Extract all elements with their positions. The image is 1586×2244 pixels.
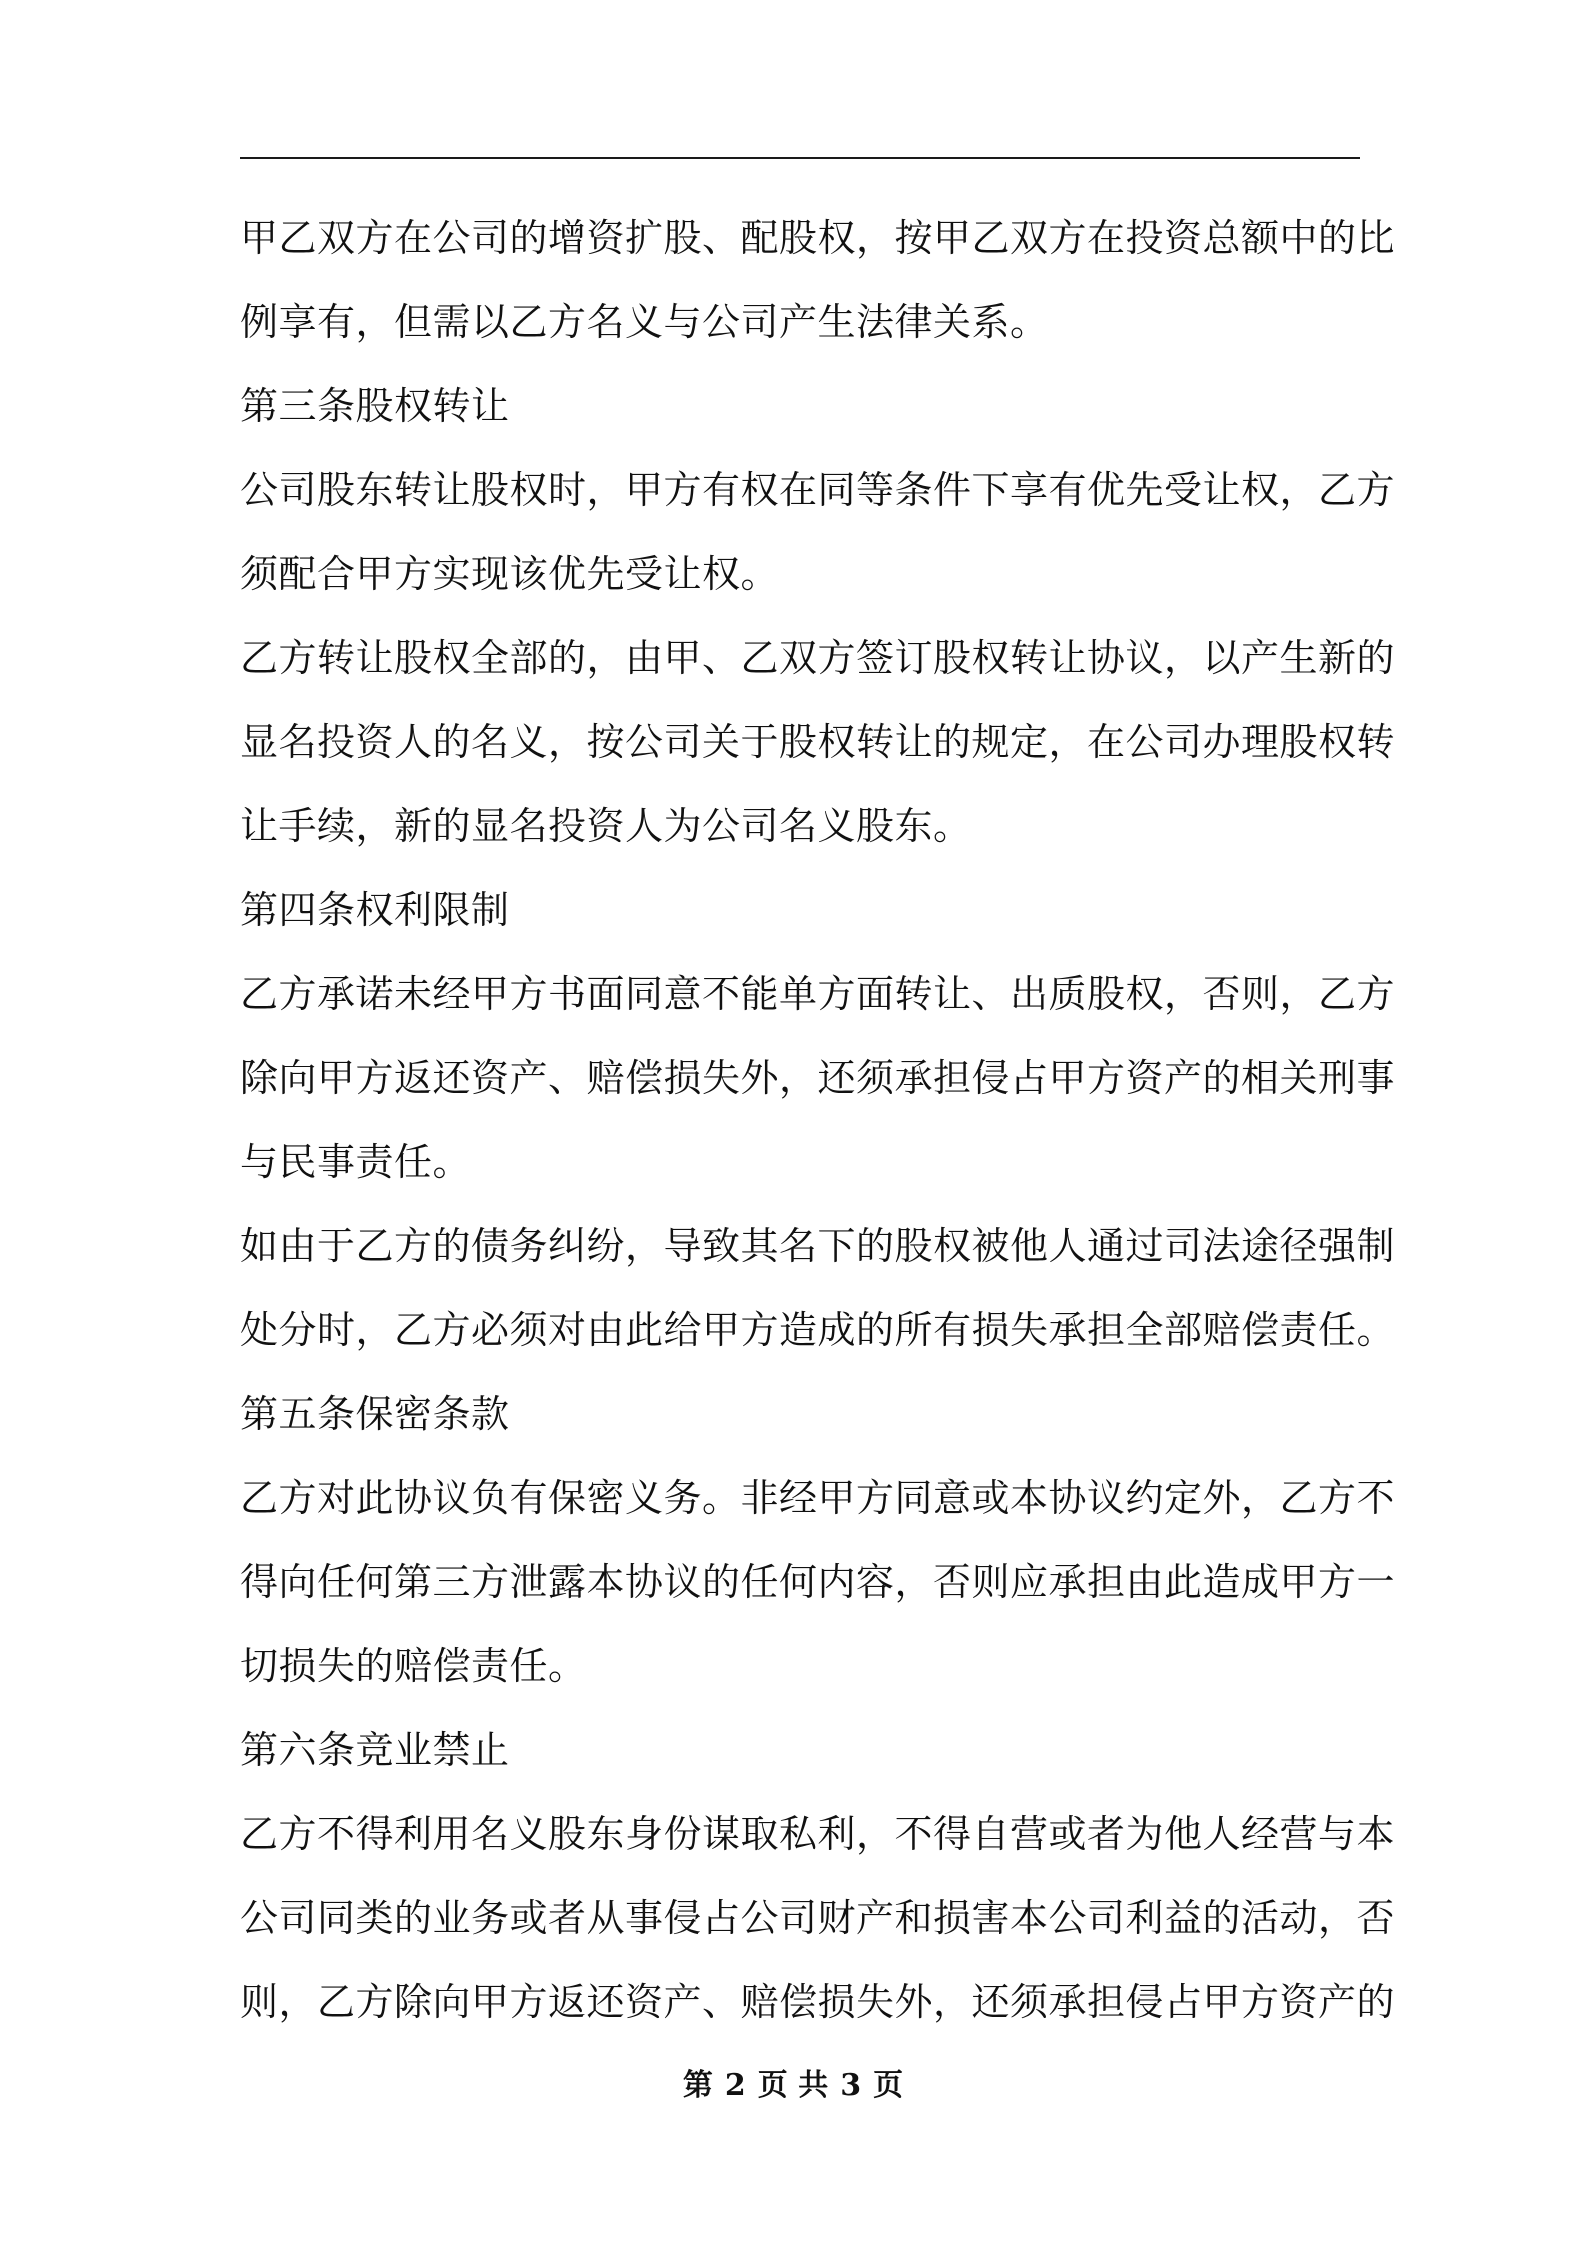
text-line: 如由于乙方的债务纠纷，导致其名下的股权被他人通过司法途径强制 xyxy=(240,1224,1396,1268)
page-label-mid: 页 共 xyxy=(757,2068,829,2103)
section-heading: 第六条竞业禁止 xyxy=(240,1728,510,1772)
text-line: 公司同类的业务或者从事侵占公司财产和损害本公司利益的活动，否 xyxy=(240,1896,1396,1940)
text-line: 公司股东转让股权时，甲方有权在同等条件下享有优先受让权，乙方 xyxy=(240,468,1396,512)
text-line: 处分时，乙方必须对由此给甲方造成的所有损失承担全部赔偿责任。 xyxy=(240,1308,1396,1352)
text-line: 乙方对此协议负有保密义务。非经甲方同意或本协议约定外，乙方不 xyxy=(240,1476,1396,1520)
page-label-suffix: 页 xyxy=(873,2068,904,2103)
text-line: 甲乙双方在公司的增资扩股、配股权，按甲乙双方在投资总额中的比 xyxy=(240,216,1396,260)
text-line: 显名投资人的名义，按公司关于股权转让的规定，在公司办理股权转 xyxy=(240,720,1396,764)
text-line: 须配合甲方实现该优先受让权。 xyxy=(240,552,780,596)
section-heading: 第三条股权转让 xyxy=(240,384,510,428)
text-line: 乙方不得利用名义股东身份谋取私利，不得自营或者为他人经营与本 xyxy=(240,1812,1396,1856)
text-line: 除向甲方返还资产、赔偿损失外，还须承担侵占甲方资产的相关刑事 xyxy=(240,1056,1396,1100)
current-page-number: 2 xyxy=(724,2068,746,2103)
total-pages-number: 3 xyxy=(840,2068,862,2103)
section-heading: 第五条保密条款 xyxy=(240,1392,510,1436)
page-number-footer xyxy=(0,2060,1586,2104)
text-line: 切损失的赔偿责任。 xyxy=(240,1644,587,1688)
text-line: 得向任何第三方泄露本协议的任何内容，否则应承担由此造成甲方一 xyxy=(240,1560,1396,1604)
text-line: 乙方承诺未经甲方书面同意不能单方面转让、出质股权，否则，乙方 xyxy=(240,972,1396,1016)
text-line: 则，乙方除向甲方返还资产、赔偿损失外，还须承担侵占甲方资产的 xyxy=(240,1980,1396,2024)
text-line: 让手续，新的显名投资人为公司名义股东。 xyxy=(240,804,972,848)
text-line: 与民事责任。 xyxy=(240,1140,472,1184)
text-line: 例享有，但需以乙方名义与公司产生法律关系。 xyxy=(240,300,1049,344)
section-heading: 第四条权利限制 xyxy=(240,888,510,932)
page-label-prefix: 第 xyxy=(682,2068,713,2103)
document-body xyxy=(240,196,1396,2044)
text-line: 乙方转让股权全部的，由甲、乙双方签订股权转让协议，以产生新的 xyxy=(240,636,1396,680)
header-rule xyxy=(240,157,1360,159)
